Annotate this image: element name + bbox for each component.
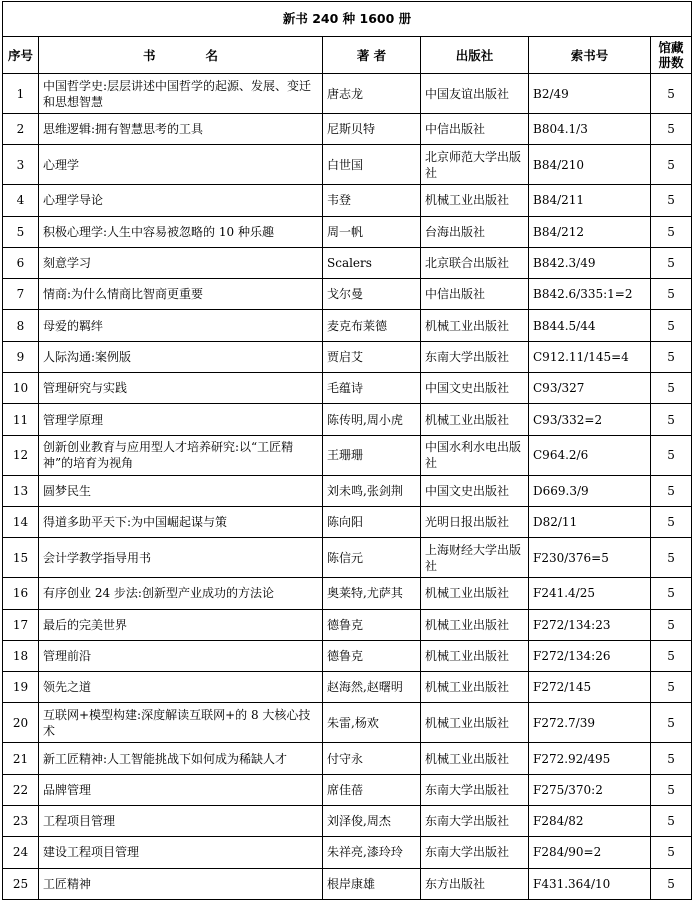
row-author: 德鲁克 [323,609,421,640]
row-seq: 9 [3,341,39,372]
row-call-number: D82/11 [529,506,651,537]
row-copies: 5 [651,247,692,278]
row-publisher: 中信出版社 [421,279,529,310]
row-copies: 5 [651,310,692,341]
row-call-number: F272.92/495 [529,743,651,774]
row-publisher: 机械工业出版社 [421,609,529,640]
row-call-number: C93/332=2 [529,404,651,435]
table-row [3,74,692,114]
row-author: 陈信元 [323,538,421,578]
book-list-table [2,1,692,900]
row-title: 管理学原理 [39,404,323,435]
row-title: 管理前沿 [39,640,323,671]
row-call-number: B842.3/49 [529,247,651,278]
row-seq: 10 [3,373,39,404]
row-publisher: 中国文史出版社 [421,373,529,404]
row-author: 席佳蓓 [323,774,421,805]
row-copies: 5 [651,672,692,703]
row-copies: 5 [651,609,692,640]
row-publisher: 机械工业出版社 [421,310,529,341]
row-title: 会计学教学指导用书 [39,538,323,578]
row-author: 尼斯贝特 [323,114,421,145]
row-call-number: B2/49 [529,74,651,114]
row-copies: 5 [651,114,692,145]
row-call-number: F272/134:26 [529,640,651,671]
table-title: 新书 240 种 1600 册 [3,2,692,37]
row-author: 刘泽俊,周杰 [323,806,421,837]
row-author: 王珊珊 [323,435,421,475]
table-row [3,404,692,435]
row-seq: 21 [3,743,39,774]
row-copies: 5 [651,435,692,475]
table-row [3,279,692,310]
row-call-number: B84/212 [529,216,651,247]
row-publisher: 中信出版社 [421,114,529,145]
table-row [3,868,692,899]
row-call-number: D669.3/9 [529,475,651,506]
row-title: 母爱的羁绊 [39,310,323,341]
row-title: 品牌管理 [39,774,323,805]
row-publisher: 机械工业出版社 [421,672,529,703]
row-author: 德鲁克 [323,640,421,671]
row-seq: 15 [3,538,39,578]
row-title: 心理学 [39,145,323,185]
row-copies: 5 [651,185,692,216]
row-copies: 5 [651,774,692,805]
header-author: 著 者 [323,37,421,74]
row-author: Scalers [323,247,421,278]
row-title: 领先之道 [39,672,323,703]
row-publisher: 北京师范大学出版社 [421,145,529,185]
row-publisher: 机械工业出版社 [421,185,529,216]
header-call-number: 索书号 [529,37,651,74]
row-call-number: B84/211 [529,185,651,216]
row-author: 奥莱特,尤萨其 [323,578,421,609]
row-author: 麦克布莱德 [323,310,421,341]
row-seq: 14 [3,506,39,537]
row-title: 创新创业教育与应用型人才培养研究:以“工匠精神”的培育为视角 [39,435,323,475]
row-call-number: F431.364/10 [529,868,651,899]
row-publisher: 东南大学出版社 [421,341,529,372]
row-seq: 2 [3,114,39,145]
header-title: 书 名 [39,37,323,74]
row-call-number: F272/145 [529,672,651,703]
header-publisher: 出版社 [421,37,529,74]
table-row [3,506,692,537]
row-call-number: F230/376=5 [529,538,651,578]
row-publisher: 机械工业出版社 [421,640,529,671]
table-body [3,74,692,900]
row-seq: 3 [3,145,39,185]
row-publisher: 中国水利水电出版社 [421,435,529,475]
row-publisher: 东南大学出版社 [421,837,529,868]
row-copies: 5 [651,506,692,537]
row-seq: 24 [3,837,39,868]
row-publisher: 东方出版社 [421,868,529,899]
row-title: 刻意学习 [39,247,323,278]
table-row [3,185,692,216]
row-title: 思维逻辑:拥有智慧思考的工具 [39,114,323,145]
row-author: 周一帆 [323,216,421,247]
row-call-number: B804.1/3 [529,114,651,145]
table-row [3,640,692,671]
row-seq: 4 [3,185,39,216]
row-call-number: B844.5/44 [529,310,651,341]
row-publisher: 东南大学出版社 [421,774,529,805]
row-call-number: F241.4/25 [529,578,651,609]
row-author: 唐志龙 [323,74,421,114]
table-row [3,578,692,609]
row-publisher: 机械工业出版社 [421,404,529,435]
row-call-number: C93/327 [529,373,651,404]
row-call-number: F284/90=2 [529,837,651,868]
row-author: 贾启艾 [323,341,421,372]
row-seq: 1 [3,74,39,114]
row-title: 情商:为什么情商比智商更重要 [39,279,323,310]
row-title: 管理研究与实践 [39,373,323,404]
table-row [3,435,692,475]
table-row [3,774,692,805]
row-seq: 6 [3,247,39,278]
row-title: 人际沟通:案例版 [39,341,323,372]
row-copies: 5 [651,74,692,114]
row-copies: 5 [651,743,692,774]
row-author: 陈传明,周小虎 [323,404,421,435]
row-call-number: B84/210 [529,145,651,185]
row-publisher: 光明日报出版社 [421,506,529,537]
row-seq: 11 [3,404,39,435]
row-copies: 5 [651,538,692,578]
row-copies: 5 [651,837,692,868]
row-seq: 16 [3,578,39,609]
table-row [3,672,692,703]
row-seq: 12 [3,435,39,475]
row-copies: 5 [651,640,692,671]
row-author: 毛蕴诗 [323,373,421,404]
row-publisher: 中国友谊出版社 [421,74,529,114]
row-publisher: 台海出版社 [421,216,529,247]
row-author: 朱祥亮,漆玲玲 [323,837,421,868]
row-copies: 5 [651,806,692,837]
table-row [3,373,692,404]
header-copies: 馆藏册数 [651,37,692,74]
row-title: 积极心理学:人生中容易被忽略的 10 种乐趣 [39,216,323,247]
row-title: 有序创业 24 步法:创新型产业成功的方法论 [39,578,323,609]
row-seq: 22 [3,774,39,805]
row-title: 互联网+模型构建:深度解读互联网+的 8 大核心技术 [39,703,323,743]
row-seq: 25 [3,868,39,899]
row-author: 付守永 [323,743,421,774]
row-publisher: 机械工业出版社 [421,743,529,774]
row-seq: 18 [3,640,39,671]
row-author: 朱雷,杨欢 [323,703,421,743]
row-title: 工匠精神 [39,868,323,899]
row-copies: 5 [651,145,692,185]
row-title: 心理学导论 [39,185,323,216]
table-row [3,538,692,578]
row-title: 最后的完美世界 [39,609,323,640]
row-call-number: F272.7/39 [529,703,651,743]
table-row [3,475,692,506]
row-copies: 5 [651,578,692,609]
row-call-number: F275/370:2 [529,774,651,805]
row-publisher: 北京联合出版社 [421,247,529,278]
row-author: 根岸康雄 [323,868,421,899]
row-publisher: 机械工业出版社 [421,703,529,743]
row-copies: 5 [651,404,692,435]
table-row [3,216,692,247]
row-title: 得道多助平天下:为中国崛起谋与策 [39,506,323,537]
row-copies: 5 [651,341,692,372]
row-publisher: 中国文史出版社 [421,475,529,506]
row-author: 戈尔曼 [323,279,421,310]
row-copies: 5 [651,868,692,899]
table-row [3,806,692,837]
row-seq: 7 [3,279,39,310]
table-row [3,743,692,774]
table-row [3,341,692,372]
row-title: 工程项目管理 [39,806,323,837]
row-copies: 5 [651,216,692,247]
row-publisher: 机械工业出版社 [421,578,529,609]
row-copies: 5 [651,703,692,743]
row-copies: 5 [651,373,692,404]
row-title: 建设工程项目管理 [39,837,323,868]
row-seq: 17 [3,609,39,640]
table-row [3,837,692,868]
table-row [3,310,692,341]
row-title: 圆梦民生 [39,475,323,506]
table-row [3,114,692,145]
header-seq: 序号 [3,37,39,74]
row-author: 韦登 [323,185,421,216]
row-author: 赵海然,赵曙明 [323,672,421,703]
row-call-number: F272/134:23 [529,609,651,640]
row-copies: 5 [651,279,692,310]
row-call-number: B842.6/335:1=2 [529,279,651,310]
row-call-number: C912.11/145=4 [529,341,651,372]
row-seq: 8 [3,310,39,341]
row-title: 新工匠精神:人工智能挑战下如何成为稀缺人才 [39,743,323,774]
row-seq: 19 [3,672,39,703]
row-seq: 5 [3,216,39,247]
row-call-number: C964.2/6 [529,435,651,475]
row-seq: 13 [3,475,39,506]
row-author: 刘未鸣,张剑荆 [323,475,421,506]
row-author: 陈向阳 [323,506,421,537]
table-row [3,145,692,185]
row-author: 白世国 [323,145,421,185]
table-row [3,247,692,278]
row-copies: 5 [651,475,692,506]
table-row [3,609,692,640]
row-publisher: 东南大学出版社 [421,806,529,837]
row-seq: 20 [3,703,39,743]
row-publisher: 上海财经大学出版社 [421,538,529,578]
row-title: 中国哲学史:层层讲述中国哲学的起源、发展、变迁和思想智慧 [39,74,323,114]
table-row [3,703,692,743]
row-seq: 23 [3,806,39,837]
row-call-number: F284/82 [529,806,651,837]
